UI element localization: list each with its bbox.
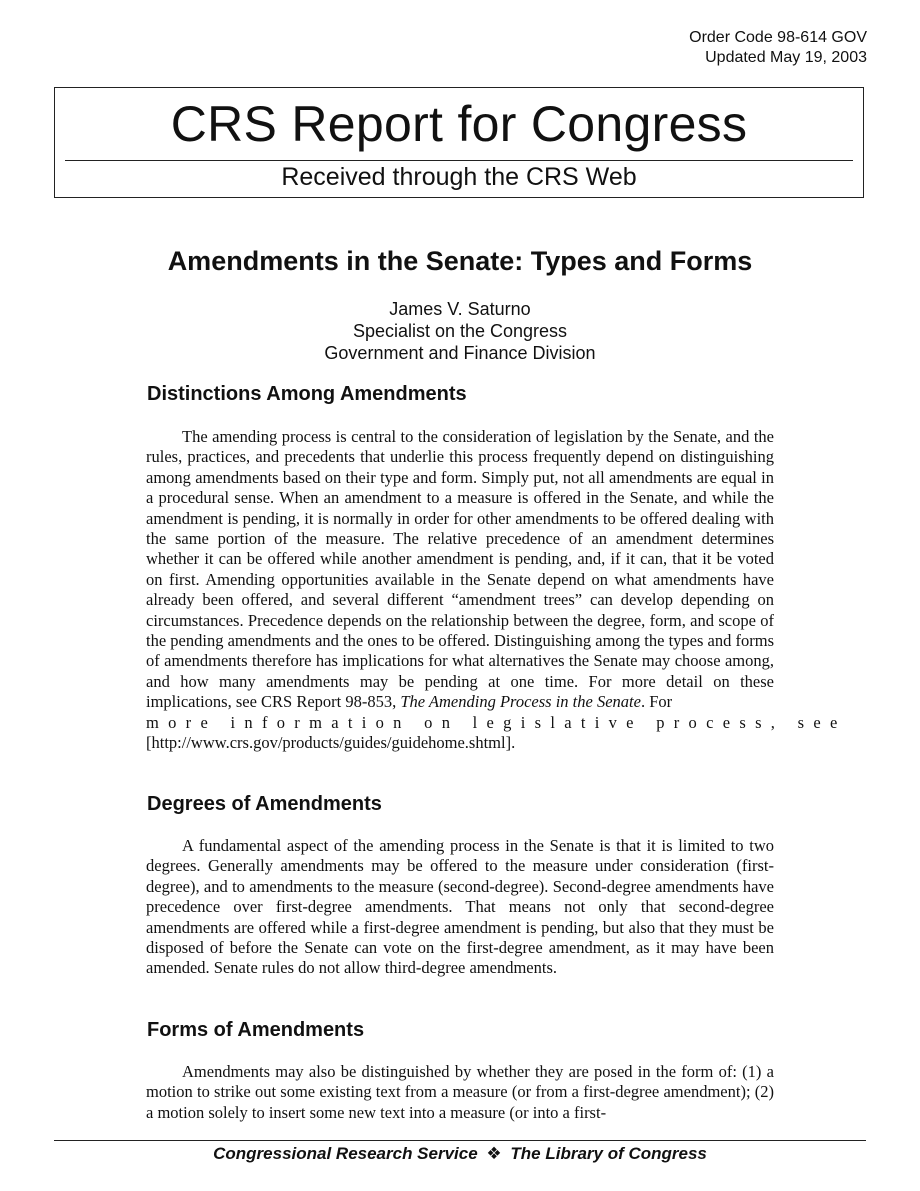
- author-name: James V. Saturno: [389, 299, 531, 319]
- section-body-distinctions: [146, 427, 847, 754]
- distinctions-text: The amending process is central to the consideration of legislation by the Senate, and the rules, practices, and precedents that underlie this process frequently depend on distinguishing among amendments based on their type and form. Simply put, not all amendments are equal in a procedural sense. When an amendment to a measure is offered in the Senate, and while the amendment is pending, it is normally in order for other amendments to be offered dealing with the same portion of the measure. The relative precedence of an amendment determines whether it can be offered while another amendment is pending, and, if it can, that it be voted on first. Amending opportunities available in the Senate depend on what amendments have already been offered, and several different “amendment trees” can develop depending on circumstances. Precedence depends on the relationship between the degree, form, and scope of the pending amendments and the ones to be offered. Distinguishing among the types and forms of amendments therefore has implications for what alternatives the Senate may choose among, and how many amendments may be pending at one time. For more detail on these implications, see CRS Report 98-853,: [146, 427, 774, 712]
- banner-subtitle: Received through the CRS Web: [281, 163, 637, 191]
- banner-title: CRS Report for Congress: [170, 96, 748, 152]
- report-title: The Amending Process in the Senate: [400, 692, 641, 712]
- section-heading-degrees: Degrees of Amendments: [147, 793, 382, 815]
- after-title-text: . For: [640, 692, 673, 712]
- updated-date: Updated May 19, 2003: [705, 49, 867, 66]
- order-code: Order Code 98-614 GOV: [689, 29, 867, 46]
- author-block: [0, 298, 920, 364]
- page-title: Amendments in the Senate: Types and Forms: [167, 246, 753, 276]
- forms-text: Amendments may also be distinguished by whether they are posed in the form of: (1) a motion to strike out some existing text from a measure (or from a first-degree amendment); (2) a motion solely to insert some new text into a measure (or into a first-: [146, 1062, 774, 1122]
- page-footer: [0, 1143, 920, 1165]
- degrees-text: A fundamental aspect of the amending process in the Senate is that it is limited to two degrees. Generally amendments may be offered to the measure under consideration (first-degree), and to amendments to the measure (second-degree). Second-degree amendments have precedence over first-degree amendments. That means not only that second-degree amendments are offered while a first-degree amendment is pending, but also that they must be disposed of before the Senate can vote on the first-degree amendment, as it may have been amended. Senate rules do not allow third-degree amendments.: [146, 836, 774, 978]
- section-body-forms: [146, 1062, 774, 1123]
- report-banner: [54, 87, 864, 198]
- footer-divider: [54, 1140, 866, 1141]
- footer-loc: The Library of Congress: [510, 1144, 707, 1163]
- banner-divider: [65, 160, 853, 161]
- order-code-block: [689, 28, 867, 68]
- section-body-degrees: [146, 836, 774, 979]
- author-title: Specialist on the Congress: [352, 321, 568, 341]
- footer-crs: Congressional Research Service: [213, 1144, 478, 1163]
- section-heading-distinctions: Distinctions Among Amendments: [147, 383, 467, 405]
- diamond-icon: ❖: [486, 1144, 502, 1163]
- section-heading-forms: Forms of Amendments: [147, 1019, 365, 1041]
- guide-url[interactable]: [http://www.crs.gov/products/guides/guidehome.shtml].: [146, 733, 516, 753]
- spaced-line: more information on legislative process, see: [146, 712, 847, 732]
- author-division: Government and Finance Division: [324, 343, 596, 363]
